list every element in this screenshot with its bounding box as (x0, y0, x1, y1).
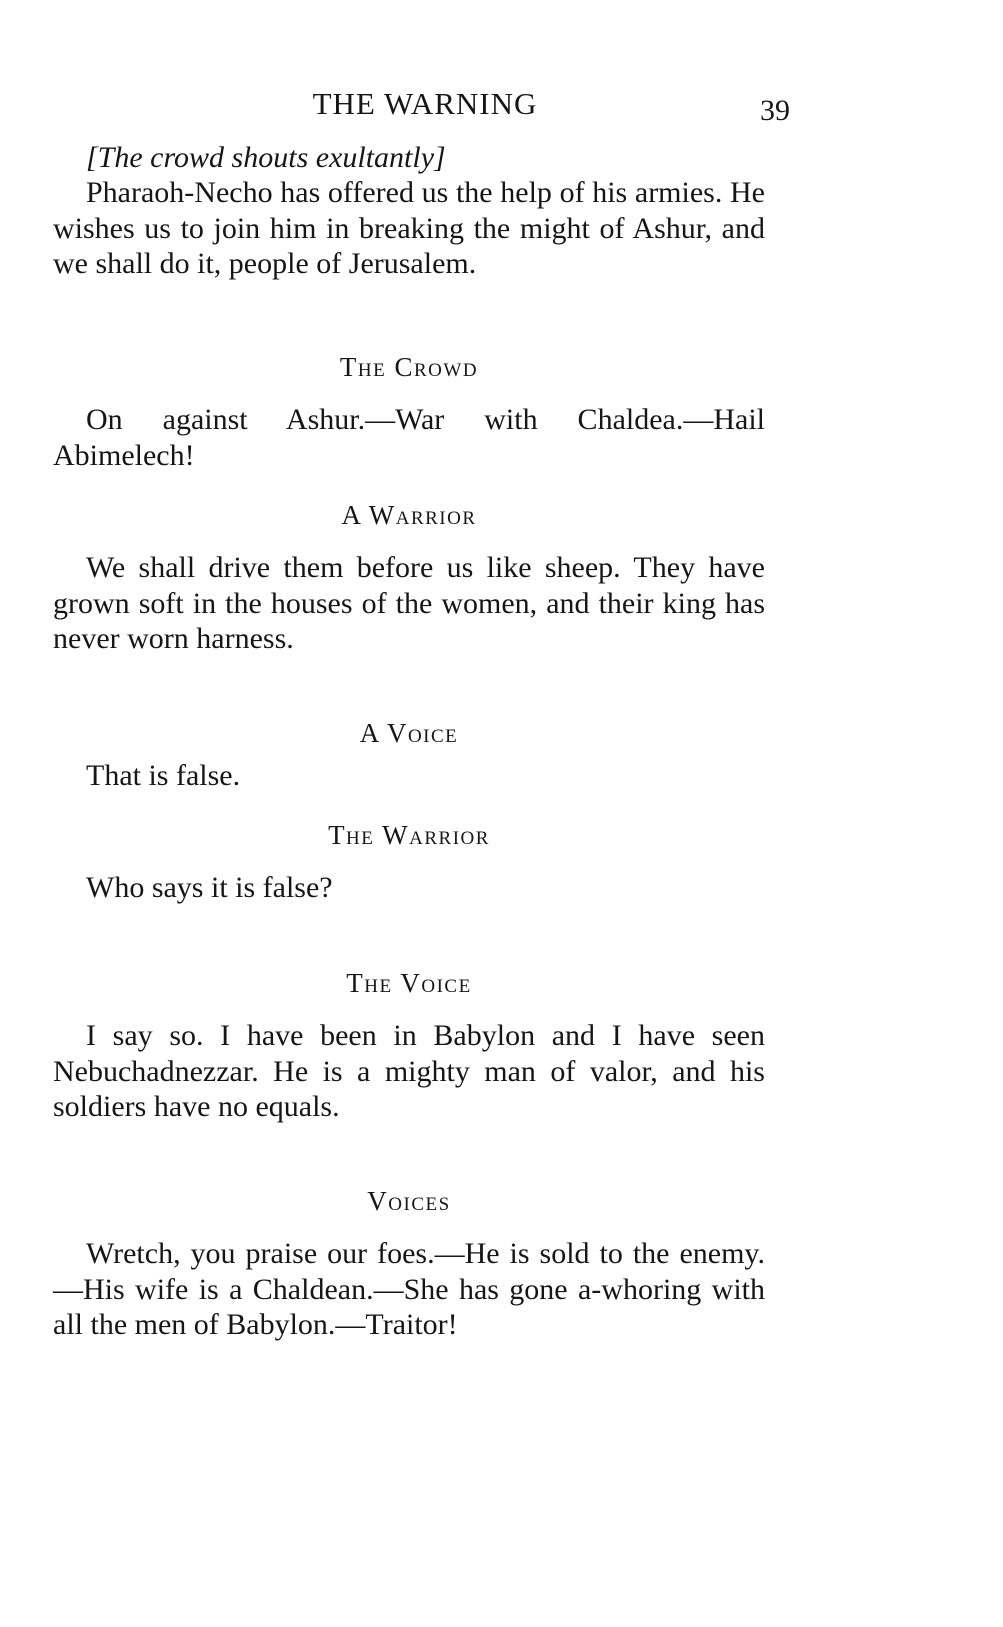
stage-direction: [The crowd shouts exultantly] (86, 141, 446, 174)
speaker-heading: The Voice (346, 968, 472, 998)
speaker-heading: Voices (367, 1186, 451, 1216)
opening-block (53, 140, 765, 282)
speech-text: Wretch, you praise our foes.—He is sold to the enemy.—His wife is a Chaldean.—She has gone a-whoring with all the men of Babylon.—Traitor! (53, 1237, 765, 1341)
speech-text: That is false. (86, 759, 241, 792)
speech-block (53, 1018, 765, 1125)
speech-text: I say so. I have been in Babylon and I have seen Nebuchadnezzar. He is a mighty man of valor, and his soldiers have no equals. (53, 1019, 765, 1123)
speaker-heading: A Warrior (341, 500, 477, 530)
speech-text: Who says it is false? (86, 871, 333, 904)
speaker-heading: The Crowd (339, 352, 479, 382)
speech-block (53, 758, 765, 794)
speaker-heading: The Warrior (328, 820, 490, 850)
speech-text: On against Ashur.—War with Chaldea.—Hail Abimelech! (53, 403, 765, 472)
speech-block (53, 1236, 765, 1343)
speech-block (53, 550, 765, 657)
page-number: 39 (760, 94, 790, 127)
speech-text: We shall drive them before us like sheep. They have grown soft in the houses of the women, and their king has never worn harness. (53, 551, 765, 655)
running-head: THE WARNING (312, 86, 538, 121)
speaker-heading: A Voice (359, 718, 459, 748)
speech-text: Pharaoh-Necho has offered us the help of his armies. He wishes us to join him in breaking the might of Ashur, and we shall do it, people of Jerusalem. (53, 176, 765, 280)
speech-block (53, 870, 765, 906)
speech-block (53, 402, 765, 473)
